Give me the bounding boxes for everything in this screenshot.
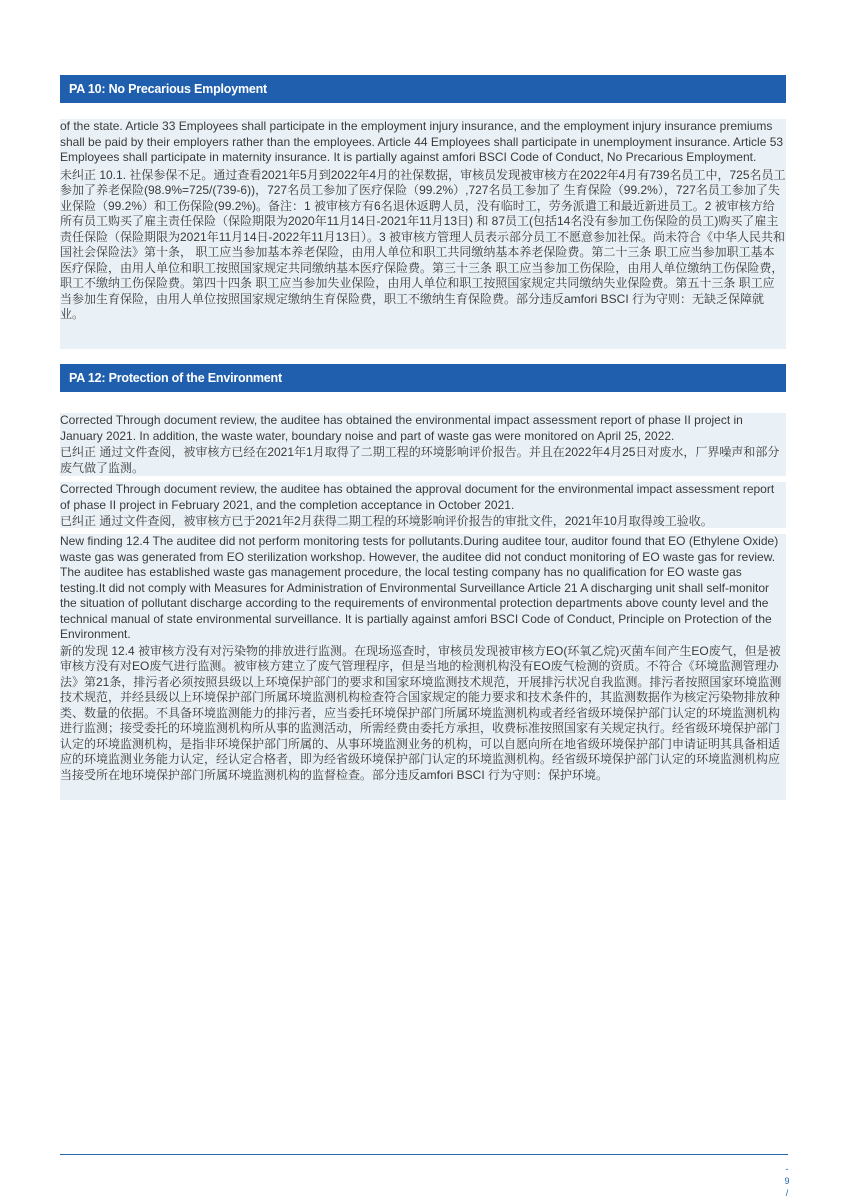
finding-text-en: New finding 12.4 The auditee did not perform monitoring tests for pollutants.During auditee tour, auditor found that EO (Ethylene Oxide) waste gas was generated from EO sterilization workshop. However, the auditee did not conduct monitoring of EO waste gas for review. The auditee has established waste gas management procedure, the local testing company has no qualification for EO waste gas testing.It did not comply with Measures for Administration of Environmental Surveillance Article 21 A discharging unit shall self-monitor the situation of pollutant discharge according to the requirements of environmental protection departments above county level and the technical manual of state environmental surveillance. It is partially against amfori BSCI Code of Conduct, Principle on Protection of the Environment. [60, 534, 779, 641]
footer-divider [60, 1154, 788, 1155]
finding-text-en: Corrected Through document review, the auditee has obtained the environmental impact assessment report of phase II project in January 2021. In addition, the waste water, boundary noise and part of waste gas were monitored on April 25, 2022. [60, 413, 743, 443]
finding-text-zh: 已纠正 通过文件查阅，被审核方已经在2021年1月取得了二期工程的环境影响评价报告。并且在2022年4月25日对废水，厂界噪声和部分废气做了监测。 [60, 445, 780, 475]
finding-text-zh: 已纠正 通过文件查阅，被审核方已于2021年2月获得二期工程的环境影响评价报告的审批文件，2021年10月取得竣工验收。 [60, 514, 713, 528]
finding-block [60, 534, 786, 800]
finding-block [60, 482, 786, 528]
finding-text-en: of the state. Article 33 Employees shall participate in the employment injury insurance, and the employment injury insurance premiums shall be paid by their employers rather than the employees. Article 44 Employees shall participate in unemployment insurance. Article 53 Employees shall participate in maternity insurance. It is partially against amfori BSCI Code of Conduct, No Precarious Employment. [60, 119, 784, 164]
finding-text-zh: 未纠正 10.1. 社保参保不足。通过查看2021年5月到2022年4月的社保数据，审核员发现被审核方在2022年4月有739名员工中，725名员工参加了养老保险(98.9%=725/(739-6))，727名员工参加了医疗保险（99.2%）,727名员工参加了 生育保险（99.2%），727名员工参加了失业保险（99.2%）和工伤保险(99.2%)。备注：1 被审核方有6名退休返聘人员，没有临时工，劳务派遣工和最近新进员工。2 被审核方给所有员工购买了雇主责任保险（保险期限为2020年11月14日-2021年11月13日) 和 87员工(包括14名没有参加工伤保险的员工)购买了雇主责任保险（保险期限为2021年11月14日-2022年11月13日）。3 被审核方管理人员表示部分员工不愿意参加社保。尚未符合《中华人民共和国社会保险法》第十条， 职工应当参加基本养老保险，由用人单位和职工共同缴纳基本养老保险费。第二十三条 职工应当参加职工基本医疗保险，由用人单位和职工按照国家规定共同缴纳基本医疗保险费。第三十三条 职工应当参加工伤保险，由用人单位缴纳工伤保险费，职工不缴纳工伤保险费。第四十四条 职工应当参加失业保险，由用人单位和职工按照国家规定共同缴纳失业保险费。第五十三条 职工应当参加生育保险，由用人单位按照国家规定缴纳生育保险费，职工不缴纳生育保险费。部分违反amfori BSCI 行为守则：无缺乏保障就业。 [60, 167, 786, 321]
finding-block [60, 119, 786, 349]
page-number [782, 1163, 792, 1199]
section-title: PA 12: Protection of the Environment [69, 371, 282, 385]
finding-text-zh: 新的发现 12.4 被审核方没有对污染物的排放进行监测。在现场巡查时，审核员发现被审核方EO(环氧乙烷)灭菌车间产生EO废气，但是被审核方没有对EO废气进行监测。被审核方建立了废气管理程序，但是当地的检测机构没有EO废气检测的资质。不符合《环境监测管理办法》第21条，排污者必须按照县级以上环境保护部门的要求和国家环境监测技术规范，开展排污状况自我监测。排污者按照国家环境监测技术规范，并经县级以上环境保护部门所属环境监测机构检查符合国家规定的能力要求和技术条件的，其监测数据作为核定污染物排放种类、数量的依据。不具备环境监测能力的排污者，应当委托环境保护部门所属环境监测机构或者经省级环境保护部门认定的环境监测机构进行监测；接受委托的环境监测机构所从事的监测活动，所需经费由委托方承担，收费标准按照国家有关规定执行。经省级环境保护部门认定的环境监测机构，是指非环境保护部门所属的、从事环境监测业务的机构，可以自愿向所在地省级环境保护部门申请证明其具备相适应的环境监测业务能力认定，经认定合格者，即为经省级环境保护部门认定的环境监测机构。经省级环境保护部门认定的环境监测机构应当接受所在地环境保护部门所属环境监测机构的监督检查。部分违反amfori BSCI 行为守则：保护环境。 [60, 643, 782, 782]
finding-text-en: Corrected Through document review, the auditee has obtained the approval document for the environmental impact assessment report of phase II project in February 2021, and the completion acceptance in October 2021. [60, 482, 775, 512]
finding-block [60, 413, 786, 476]
page-number-text: - 9 / [784, 1164, 790, 1198]
section-title: PA 10: No Precarious Employment [69, 82, 268, 96]
section-header-pa10 [60, 75, 786, 103]
section-header-pa12 [60, 364, 786, 392]
